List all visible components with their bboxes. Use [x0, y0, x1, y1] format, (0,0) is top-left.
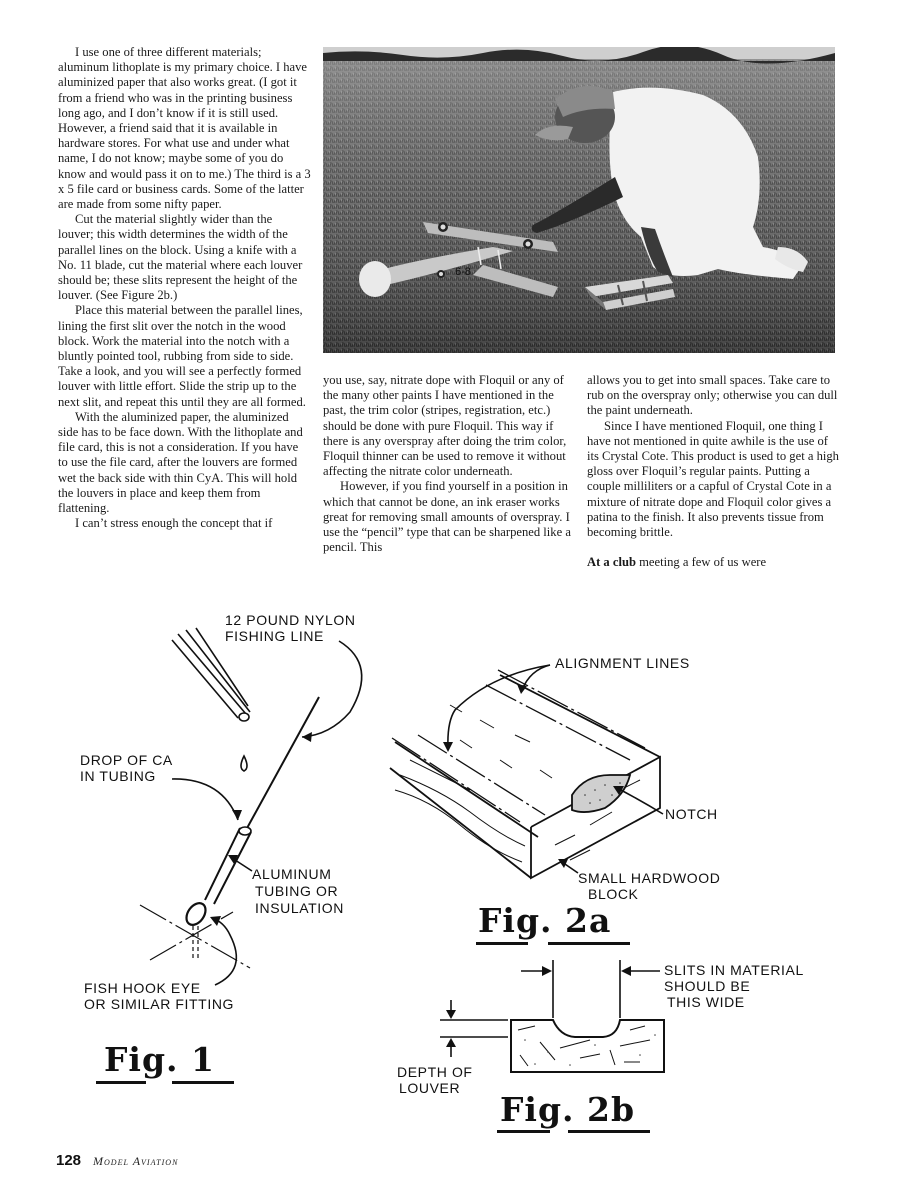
caption-underline	[497, 1130, 550, 1133]
paragraph: I use one of three different materials; aluminum lithoplate is my primary choice. I have aluminized paper that also works great. (I got it from a friend who was in the printing business long ago, and I don’t know if it is still used. However, a friend said that it is available in hardware stores. For what use and under what name, I do not know; maybe some of you do know and would pass it on to me.) The third is a 3 x 5 file card or business cards. Some of the latter are made from some nifty paper.	[58, 45, 311, 212]
paragraph: Since I have mentioned Floquil, one thing I have not mentioned in quite awhile is the use of its Crystal Cote. This product is used to get a high gloss over Floquil’s regular paints. Putting a couple milliliters or a capful of Crystal Cote in a mixture of nitrate dope and Floquil color gives a patina to the finish. It also prevents tissue from becoming brittle.	[587, 418, 839, 540]
label-fish-hook-eye: FISH HOOK EYE	[84, 980, 201, 996]
paragraph: Place this material between the parallel lines, lining the first slit over the notch in the wood block. Work the material into the notch with a bluntly pointed tool, rubbing from side to side. Take a look, and you will see a perfectly formed louver with little effort. Slide the strip up to the next slit, and repeat this until they are all formed.	[58, 303, 306, 409]
paragraph: With the aluminized paper, the aluminized side has to be face down. With the lithoplate and file card, this is not a consideration. If you have to use the file card, after the louvers are formed wet the back side with thin CyA. This will hold the louvers in place and keep them from flattening.	[58, 409, 303, 516]
label-alignment-lines: ALIGNMENT LINES	[555, 655, 690, 671]
run-in-heading: At a club	[587, 555, 636, 570]
figure-2a-caption: Fig. 2a	[478, 901, 612, 940]
caption-underline	[568, 1130, 650, 1133]
label-slits-in-material: SHOULD BE	[664, 978, 751, 994]
figure-1-caption: Fig. 1	[104, 1040, 215, 1079]
paragraph: I can’t stress enough the concept that if	[75, 516, 273, 531]
svg-text:6-8: 6-8	[455, 266, 471, 278]
label-drop-of-ca: IN TUBING	[80, 768, 156, 784]
paragraph: you use, say, nitrate dope with Floquil or any of the many other paints I have mentioned in the past, the trim color (stripes, registration, etc.) should be done with pure Floquil. This way if there is any overspray after doing the trim color, Floquil thinner can be used to remove it without affecting the nitrate color underneath.	[323, 373, 567, 479]
paragraph: Cut the material slightly wider than the louver; this width determines the width of the parallel lines on the block. Using a knife with a No. 11 blade, cut the material where each louver should be; these slits represent the height of the louver. (See Figure 2b.)	[58, 212, 303, 303]
label-slits-in-material: THIS WIDE	[667, 994, 745, 1010]
label-small-hardwood-block: SMALL HARDWOOD	[578, 870, 721, 886]
label-notch: NOTCH	[665, 806, 718, 822]
label-drop-of-ca: DROP OF CA	[80, 752, 173, 768]
label-aluminum-tubing: ALUMINUM	[252, 866, 332, 882]
paragraph: At a club meeting a few of us were	[587, 555, 767, 570]
label-aluminum-tubing: INSULATION	[255, 900, 344, 916]
label-fishing-line: FISHING LINE	[225, 628, 324, 644]
label-slits-in-material: SLITS IN MATERIAL	[664, 962, 804, 978]
label-fishing-line: 12 POUND NYLON	[225, 612, 356, 628]
label-aluminum-tubing: TUBING OR	[255, 883, 339, 899]
page-number: 128	[56, 1152, 82, 1169]
magazine-name: Model Aviation	[93, 1154, 179, 1168]
label-depth-of-louver: LOUVER	[399, 1080, 461, 1096]
label-fish-hook-eye: OR SIMILAR FITTING	[84, 996, 235, 1012]
label-depth-of-louver: DEPTH OF	[397, 1064, 473, 1080]
label-small-hardwood-block: BLOCK	[588, 886, 639, 902]
page-footer	[56, 1152, 178, 1170]
figure-2b-caption: Fig. 2b	[500, 1090, 636, 1129]
paragraph: However, if you find yourself in a position in which that cannot be done, an ink eraser works great for removing small amounts of overspray. I use the “pencil” type that can be sharpened like a pencil. This	[323, 479, 571, 555]
paragraph: allows you to get into small spaces. Take care to rub on the overspray only; otherwise you can dull the paint underneath.	[587, 373, 838, 418]
